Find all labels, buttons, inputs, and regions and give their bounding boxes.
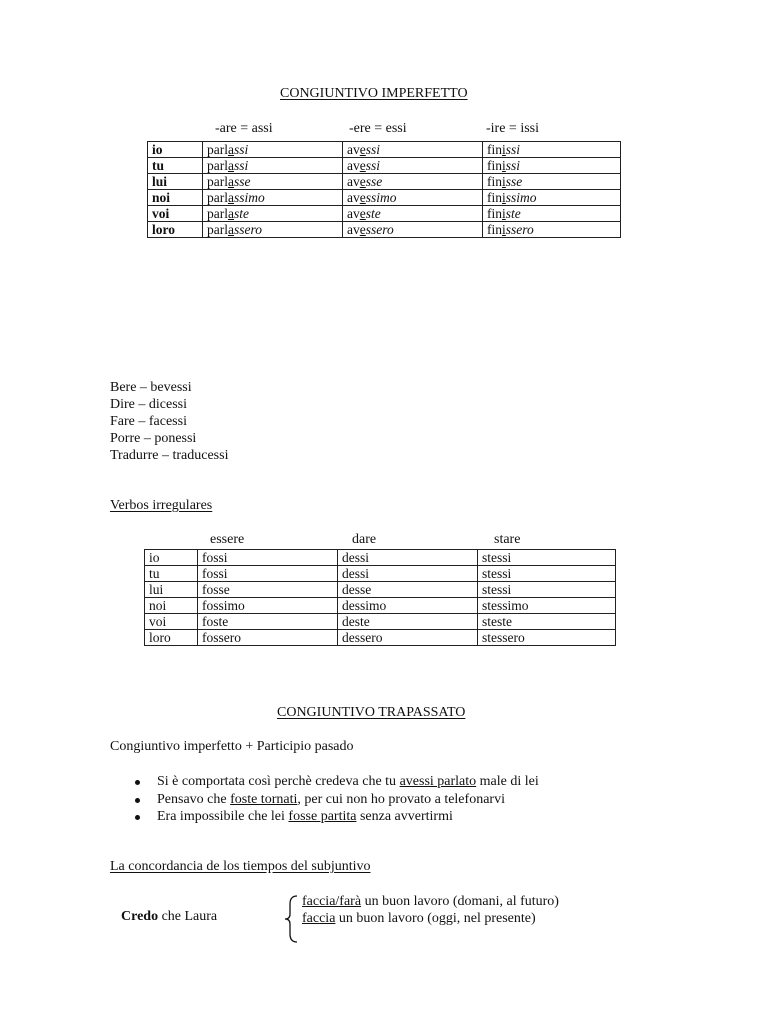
- conjugation-cell: [483, 190, 621, 206]
- verb-ending: sse: [234, 174, 251, 189]
- pronoun-cell: io: [148, 142, 203, 158]
- table-row: [148, 158, 621, 174]
- verb-stem: parl: [207, 174, 228, 189]
- thematic-vowel: i: [502, 158, 506, 173]
- conjugation-cell: [343, 174, 483, 190]
- verb-ending: ssero: [234, 222, 263, 237]
- verb-ending: sse: [505, 174, 523, 189]
- verb-ending: ssimo: [234, 190, 265, 205]
- verb-stem: fin: [487, 206, 502, 221]
- verb-stem: parl: [207, 222, 228, 237]
- verb-ending: ssi: [365, 142, 381, 157]
- lead-bold-word: Credo: [121, 909, 159, 924]
- table1-header-are: -are = assi: [215, 121, 273, 136]
- thematic-vowel: e: [359, 206, 366, 221]
- pronoun-cell: voi: [148, 206, 203, 222]
- verb-stem: parl: [207, 206, 228, 221]
- section-title-trapassato: CONGIUNTIVO TRAPASSATO: [277, 705, 466, 720]
- section-title-concordancia: La concordancia de los tiempos del subjuntivo: [110, 859, 371, 874]
- verb-stem: parl: [207, 142, 228, 157]
- imperfetto-table: [147, 141, 621, 238]
- thematic-vowel: a: [228, 206, 234, 221]
- thematic-vowel: e: [359, 190, 366, 205]
- pronoun-cell: tu: [145, 566, 198, 582]
- conjugation-cell: [203, 158, 343, 174]
- section-title-verbos-irregulares: Verbos irregulares: [110, 498, 213, 513]
- thematic-vowel: a: [228, 222, 234, 237]
- table-row: [148, 222, 621, 238]
- table-row: [145, 614, 616, 630]
- verb-ending: ssimo: [505, 190, 537, 205]
- underlined-verb: fosse partita: [288, 809, 357, 824]
- verb-stem: fin: [487, 190, 502, 205]
- option-text: un buon lavoro (domani, al futuro): [361, 894, 559, 909]
- thematic-vowel: i: [502, 206, 506, 221]
- irregular-verbs-list: [110, 379, 228, 464]
- thematic-vowel: a: [228, 174, 234, 189]
- conjugation-cell: desse: [338, 582, 478, 598]
- sentence-text: senza avvertirmi: [356, 809, 453, 824]
- sentence-text: Pensavo che: [157, 791, 231, 807]
- list-item: Dire – dicessi: [110, 397, 187, 412]
- verb-ending: ste: [505, 206, 521, 221]
- verb-ending: ssi: [234, 142, 249, 157]
- thematic-vowel: i: [502, 174, 506, 189]
- conjugation-cell: [483, 142, 621, 158]
- thematic-vowel: a: [228, 190, 234, 205]
- table-row: [148, 174, 621, 190]
- conjugation-cell: [343, 142, 483, 158]
- verb-ending: sse: [365, 174, 383, 189]
- table2-header-essere: essere: [210, 532, 245, 547]
- list-item: Tradurre – traducessi: [110, 448, 229, 463]
- verb-stem: av: [347, 206, 360, 221]
- pronoun-cell: loro: [145, 630, 198, 646]
- conjugation-cell: fossimo: [198, 598, 338, 614]
- conjugation-cell: [203, 206, 343, 222]
- pronoun-cell: lui: [145, 582, 198, 598]
- thematic-vowel: e: [359, 158, 366, 173]
- table-row: [145, 550, 616, 566]
- conjugation-cell: deste: [338, 614, 478, 630]
- thematic-vowel: i: [502, 142, 506, 157]
- pronoun-cell: noi: [148, 190, 203, 206]
- trapassato-formula: Congiuntivo imperfetto + Participio pasado: [110, 739, 354, 754]
- sentence-text: , per cui non ho provato a telefonarvi: [297, 791, 505, 807]
- conjugation-cell: [203, 142, 343, 158]
- conjugation-cell: [483, 206, 621, 222]
- conjugation-cell: dessi: [338, 550, 478, 566]
- conjugation-cell: fossero: [198, 630, 338, 646]
- verb-stem: av: [347, 158, 360, 173]
- conjugation-cell: stessi: [478, 566, 616, 582]
- verb-stem: av: [347, 222, 360, 237]
- thematic-vowel: e: [359, 174, 366, 189]
- conjugation-cell: [343, 206, 483, 222]
- verb-stem: fin: [487, 158, 502, 173]
- conjugation-cell: fossi: [198, 550, 338, 566]
- table-row: [145, 566, 616, 582]
- list-item: Bere – bevessi: [110, 380, 192, 395]
- section-title-imperfetto: CONGIUNTIVO IMPERFETTO: [280, 86, 468, 101]
- sentence-text: Si è comportata così perchè credeva che tu: [157, 774, 400, 789]
- underlined-verb: faccia: [302, 911, 336, 926]
- list-item: Porre – ponessi: [110, 431, 197, 446]
- concordancia-option: [302, 910, 559, 927]
- table2-header-stare: stare: [494, 532, 521, 547]
- concordancia-options: [302, 893, 559, 927]
- concordancia-option: [302, 893, 559, 910]
- verb-ending: ssi: [505, 158, 521, 173]
- conjugation-cell: stessero: [478, 630, 616, 646]
- conjugation-cell: dessimo: [338, 598, 478, 614]
- example-bullet-list: [131, 773, 539, 826]
- underlined-verb: foste tornati: [230, 791, 298, 807]
- conjugation-cell: stessimo: [478, 598, 616, 614]
- conjugation-cell: [203, 190, 343, 206]
- table-row: [145, 598, 616, 614]
- underlined-verb: faccia/farà: [302, 894, 362, 909]
- conjugation-cell: foste: [198, 614, 338, 630]
- lead-rest: che Laura: [158, 909, 218, 924]
- table1-header-ire: -ire = issi: [486, 121, 539, 136]
- list-item: Fare – facessi: [110, 414, 187, 429]
- verb-stem: fin: [487, 222, 502, 237]
- concordancia-lead: [121, 909, 217, 925]
- verb-stem: av: [347, 174, 360, 189]
- sentence-text: male di lei: [476, 774, 539, 789]
- curly-brace-icon: [282, 894, 300, 944]
- conjugation-cell: [483, 158, 621, 174]
- conjugation-cell: dessero: [338, 630, 478, 646]
- conjugation-cell: [343, 190, 483, 206]
- conjugation-cell: stessi: [478, 582, 616, 598]
- conjugation-cell: [483, 222, 621, 238]
- thematic-vowel: i: [502, 222, 506, 237]
- pronoun-cell: tu: [148, 158, 203, 174]
- pronoun-cell: voi: [145, 614, 198, 630]
- conjugation-cell: [203, 222, 343, 238]
- pronoun-cell: loro: [148, 222, 203, 238]
- table1-header-ere: -ere = essi: [349, 121, 407, 136]
- table2-header-dare: dare: [352, 532, 377, 547]
- thematic-vowel: e: [359, 142, 366, 157]
- verb-stem: av: [347, 190, 360, 205]
- conjugation-cell: steste: [478, 614, 616, 630]
- conjugation-cell: fosse: [198, 582, 338, 598]
- list-item: [131, 791, 539, 809]
- conjugation-cell: [343, 222, 483, 238]
- verb-stem: parl: [207, 158, 228, 173]
- conjugation-cell: [483, 174, 621, 190]
- verb-ending: ssi: [505, 142, 521, 157]
- table-row: [148, 142, 621, 158]
- table-row: [145, 582, 616, 598]
- verb-ending: ste: [365, 206, 381, 221]
- verb-stem: fin: [487, 142, 502, 157]
- table-row: [145, 630, 616, 646]
- verb-stem: av: [347, 142, 360, 157]
- verb-stem: fin: [487, 174, 502, 189]
- conjugation-cell: [203, 174, 343, 190]
- thematic-vowel: e: [359, 222, 366, 237]
- option-text: un buon lavoro (oggi, nel presente): [335, 911, 536, 926]
- verb-ending: ssi: [234, 158, 249, 173]
- verb-ending: ssero: [505, 222, 534, 237]
- conjugation-cell: fossi: [198, 566, 338, 582]
- verb-ending: ste: [234, 206, 249, 221]
- list-item: [131, 773, 539, 791]
- verb-stem: parl: [207, 190, 228, 205]
- pronoun-cell: lui: [148, 174, 203, 190]
- conjugation-cell: stessi: [478, 550, 616, 566]
- verb-ending: ssimo: [365, 190, 397, 205]
- underlined-verb: avessi parlato: [399, 774, 477, 789]
- pronoun-cell: noi: [145, 598, 198, 614]
- thematic-vowel: a: [228, 158, 234, 173]
- table-row: [148, 206, 621, 222]
- irregular-verbs-table: [144, 549, 616, 646]
- thematic-vowel: a: [228, 142, 234, 157]
- list-item: [131, 808, 539, 826]
- pronoun-cell: io: [145, 550, 198, 566]
- sentence-text: Era impossibile che lei: [157, 809, 289, 824]
- conjugation-cell: [343, 158, 483, 174]
- thematic-vowel: i: [502, 190, 506, 205]
- table-row: [148, 190, 621, 206]
- verb-ending: ssi: [365, 158, 381, 173]
- verb-ending: ssero: [365, 222, 394, 237]
- conjugation-cell: dessi: [338, 566, 478, 582]
